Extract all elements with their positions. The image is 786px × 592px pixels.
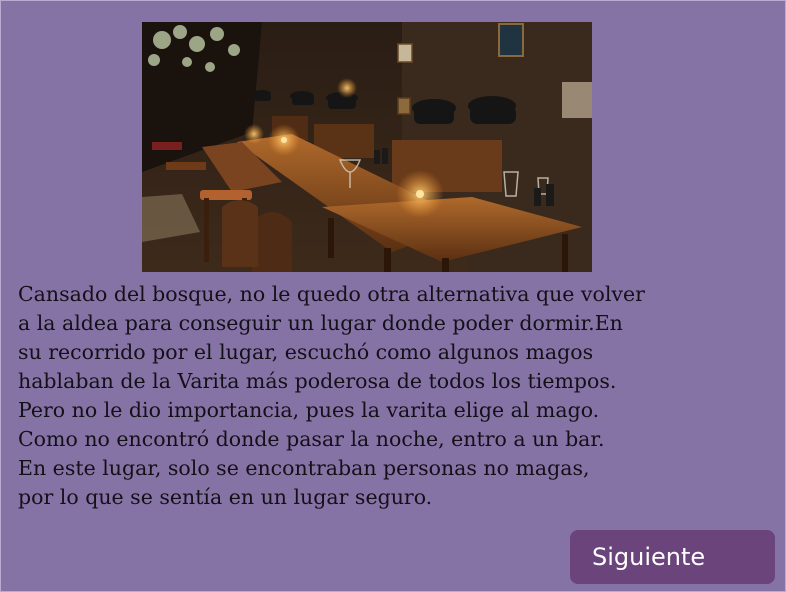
story-line: a la aldea para conseguir un lugar donde poder dormir.En [18, 311, 623, 335]
story-line: Cansado del bosque, no le quedo otra alternativa que volver [18, 282, 645, 306]
tavern-scene-image [142, 22, 592, 272]
story-line: su recorrido por el lugar, escuchó como algunos magos [18, 340, 594, 364]
story-line: Como no encontró donde pasar la noche, entro a un bar. [18, 427, 605, 451]
story-line: por lo que se sentía en un lugar seguro. [18, 485, 433, 509]
story-line: Pero no le dio importancia, pues la varita elige al mago. [18, 398, 600, 422]
story-line: En este lugar, solo se encontraban personas no magas, [18, 456, 590, 480]
next-button[interactable]: Siguiente [570, 530, 775, 584]
story-line: hablaban de la Varita más poderosa de todos los tiempos. [18, 369, 617, 393]
story-text [18, 280, 778, 512]
